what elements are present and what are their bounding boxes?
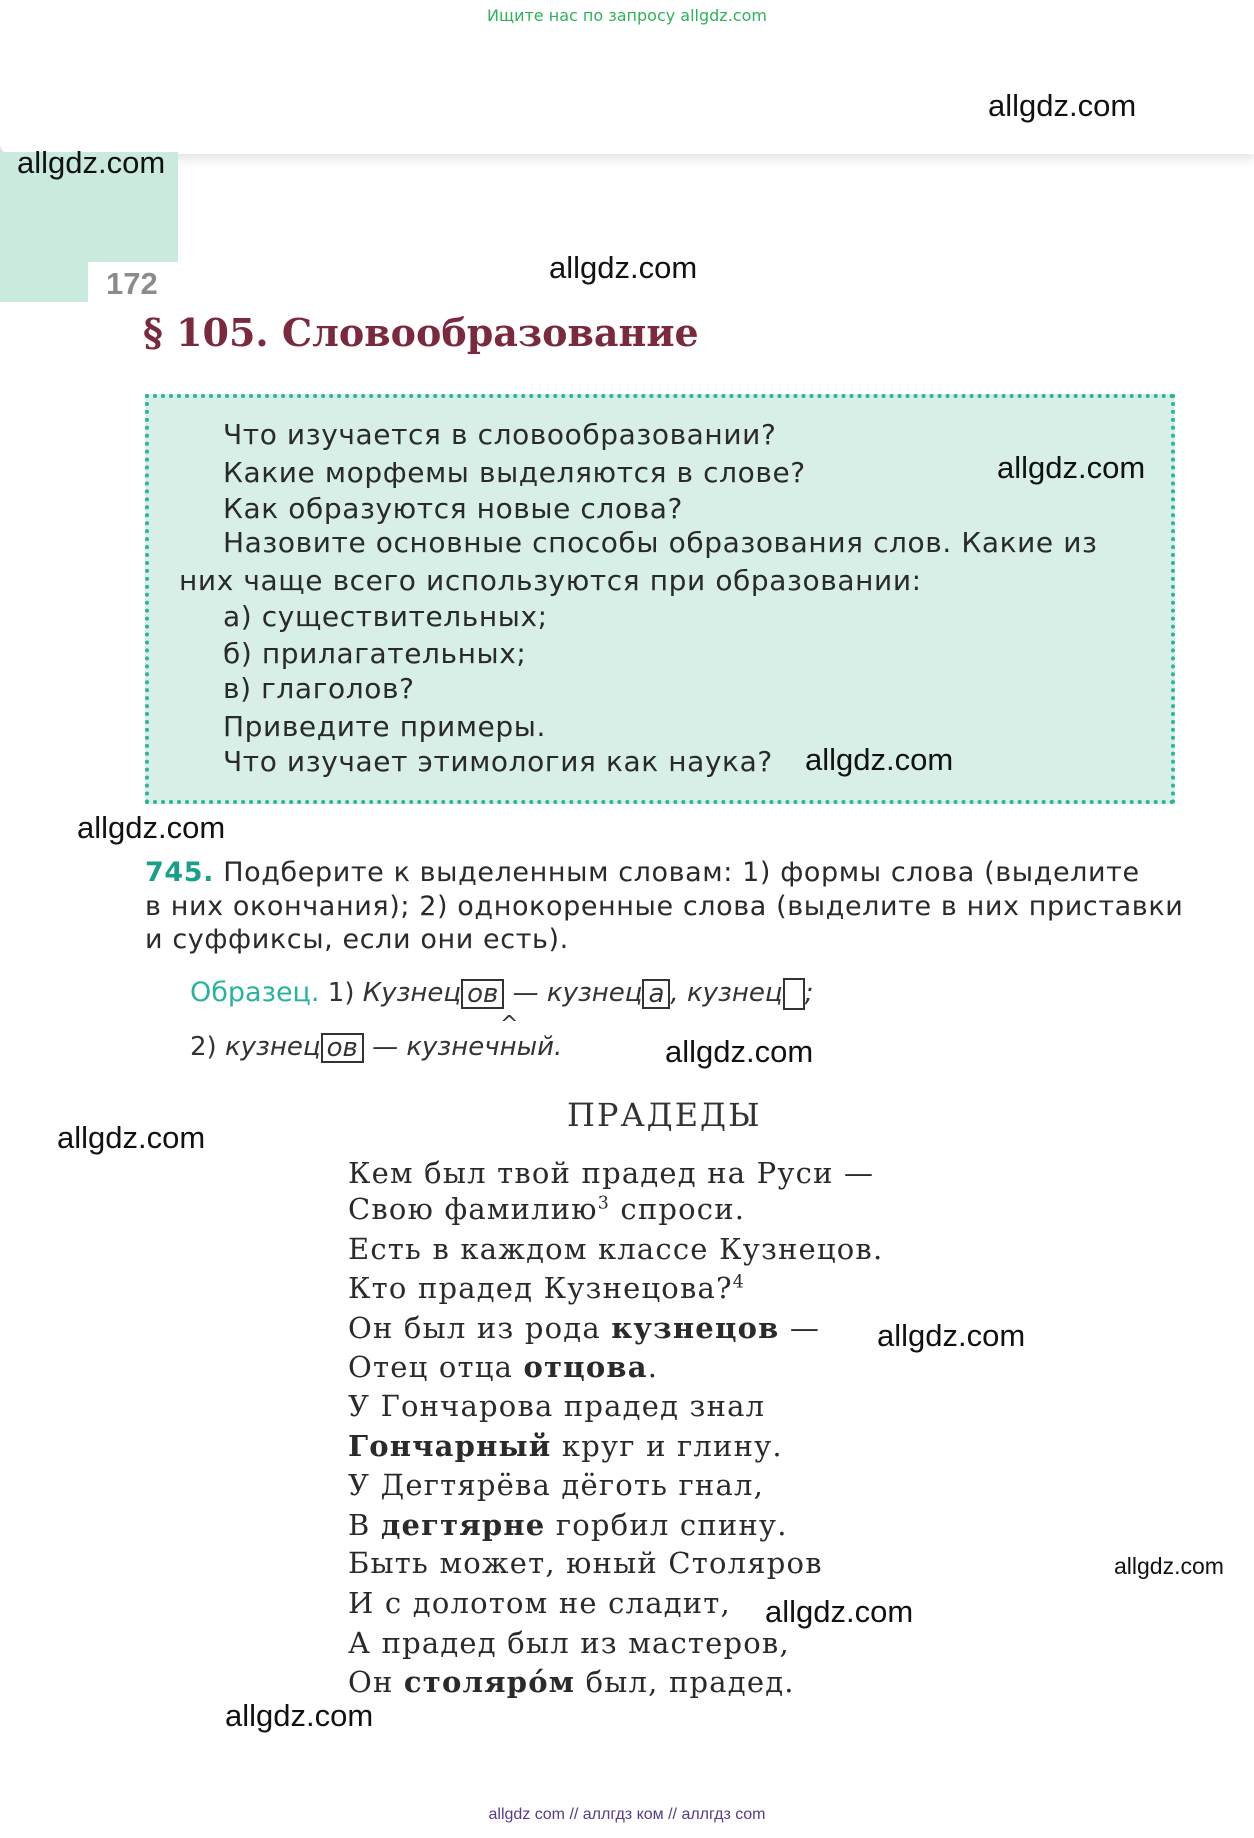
sample-dash: — <box>372 1032 399 1062</box>
sample-semicolon: ; <box>804 978 814 1008</box>
watermark: allgdz.com <box>549 250 698 285</box>
watermark: allgdz.com <box>765 1594 914 1629</box>
question-line: Что изучает этимология как наука? <box>223 745 773 778</box>
sample-label: Образец. <box>190 977 320 1008</box>
empty-ending-box <box>783 978 805 1010</box>
poem-line: Он столяро́м был, прадед. <box>348 1665 795 1699</box>
watermark: allgdz.com <box>805 742 954 777</box>
ending-box: ов <box>461 979 504 1009</box>
sample-line-1 <box>190 977 813 1010</box>
alternation-caret: ^ <box>500 1012 519 1037</box>
question-line: Приведите примеры. <box>223 710 546 743</box>
watermark: allgdz.com <box>1114 1553 1224 1579</box>
poem-line: Кем был твой прадед на Руси — <box>348 1156 875 1190</box>
watermark: allgdz.com <box>225 1698 374 1733</box>
poem-line: Гончарный круг и глину. <box>348 1429 783 1463</box>
sample-word: кузнечный. <box>406 1032 563 1062</box>
top-search-note: Ищите нас по запросу allgdz.com <box>487 6 767 25</box>
section-heading: § 105. Словообразование <box>143 310 699 355</box>
question-line: Что изучается в словообразовании? <box>223 418 777 451</box>
sample-number: 1) <box>327 978 355 1008</box>
sample-word: кузнец <box>224 1032 321 1062</box>
sample-dash: — <box>512 978 539 1008</box>
poem-line: В дегтярне горбил спину. <box>348 1508 788 1542</box>
watermark: allgdz.com <box>57 1120 206 1155</box>
question-line: Как образуются новые слова? <box>223 492 683 525</box>
suffix-box: ов <box>321 1033 364 1063</box>
poem-line: Он был из рода кузнецов — <box>348 1311 821 1345</box>
footer-links[interactable]: allgdz com // аллгдз ком // аллгдз com <box>488 1806 766 1823</box>
watermark: allgdz.com <box>997 450 1146 485</box>
sample-line-2 <box>190 1032 562 1063</box>
poem-line: У Дегтярёва дёготь гнал, <box>348 1468 764 1502</box>
sample-word: кузнец <box>546 978 643 1008</box>
poem-line: Отец отца отцова. <box>348 1350 659 1384</box>
watermark: allgdz.com <box>877 1318 1026 1353</box>
poem-line: А прадед был из мастеров, <box>348 1626 790 1660</box>
watermark: allgdz.com <box>77 810 226 845</box>
exercise-line-2: в них окончания); 2) однокоренные слова (выделите в них приставки <box>145 891 1184 922</box>
poem-line: Свою фамилию$^3$ спроси. <box>348 1192 746 1226</box>
exercise-text: Подберите к выделенным словам: 1) формы слова (выделите <box>223 857 1140 888</box>
exercise-line-1 <box>145 857 1140 888</box>
question-line: а) существительных; <box>223 600 548 633</box>
watermark: allgdz.com <box>665 1034 814 1069</box>
sample-comma: , <box>670 978 679 1008</box>
question-line: Назовите основные способы образования слов. Какие из <box>223 526 1098 559</box>
sample-word: Кузнец <box>362 978 462 1008</box>
poem-line: И с долотом не сладит, <box>348 1586 731 1620</box>
poem-title: ПРАДЕДЫ <box>567 1096 762 1134</box>
sample-number: 2) <box>190 1032 217 1062</box>
page-number: 172 <box>106 266 158 301</box>
poem-line: Быть может, юный Столяров <box>348 1546 823 1580</box>
question-line: них чаще всего используются при образовании: <box>179 564 922 597</box>
sample-word: кузнец <box>686 978 783 1008</box>
poem-line: Кто прадед Кузнецова?$^4$ <box>348 1271 745 1305</box>
exercise-line-3: и суффиксы, если они есть). <box>145 924 569 955</box>
ending-box: а <box>642 979 670 1009</box>
poem-line: Есть в каждом классе Кузнецов. <box>348 1232 884 1266</box>
question-line: в) глаголов? <box>223 672 415 705</box>
exercise-number: 745. <box>145 857 215 888</box>
watermark: allgdz.com <box>17 145 166 180</box>
question-line: б) прилагательных; <box>223 637 527 670</box>
poem-line: У Гончарова прадед знал <box>348 1389 766 1423</box>
watermark: allgdz.com <box>988 88 1137 123</box>
question-line: Какие морфемы выделяются в слове? <box>223 456 806 489</box>
